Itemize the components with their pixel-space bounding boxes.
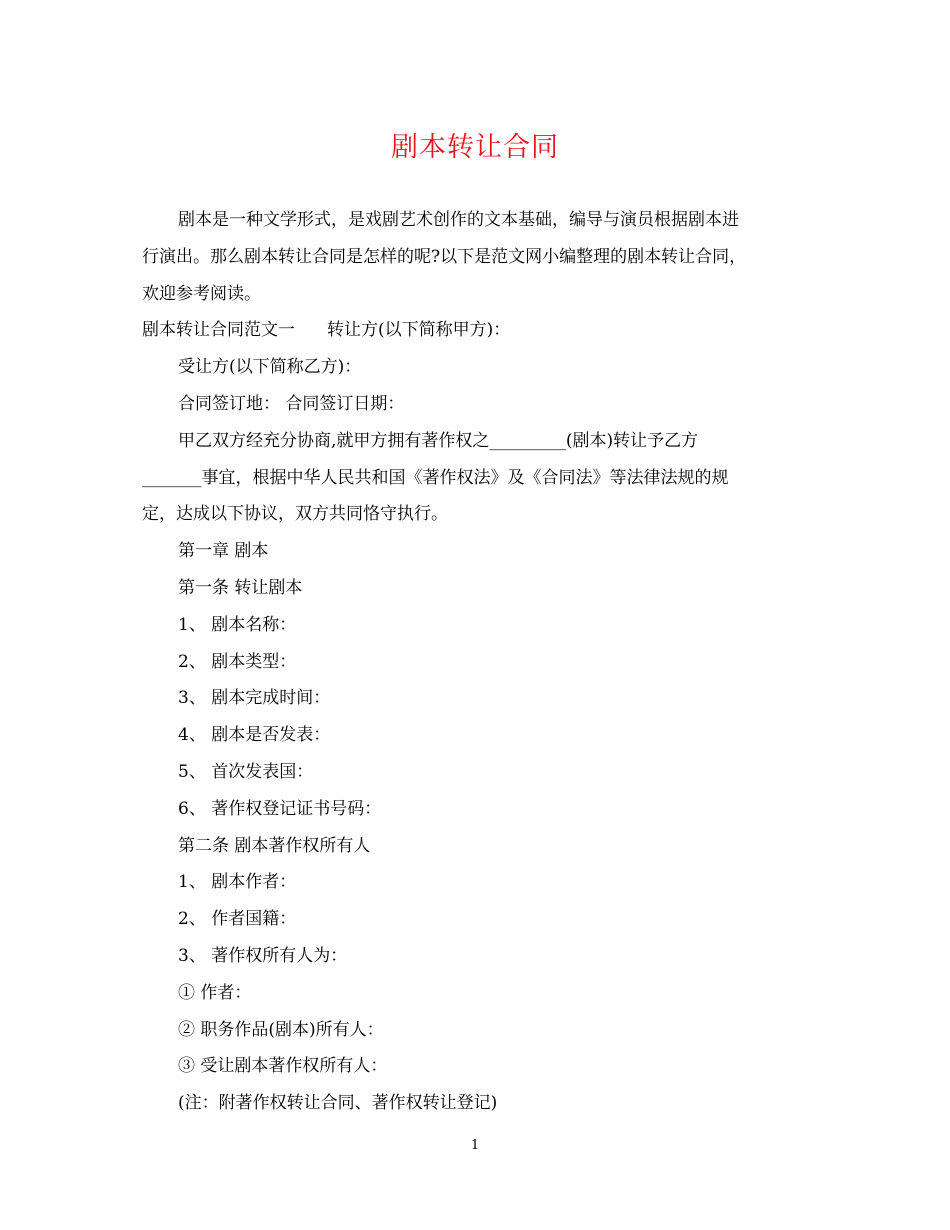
intro-line-1: 剧本是一种文学形式，是戏剧艺术创作的文本基础，编导与演员根据剧本进: [178, 210, 739, 230]
sign-date-label: 合同签订日期：: [285, 393, 405, 414]
document-body: [142, 202, 812, 1122]
article-1-item: 1、 剧本名称：: [178, 614, 297, 635]
sign-place-label: 合同签订地：: [178, 393, 280, 414]
intro-line-2: 行演出。那么剧本转让合同是怎样的呢?以下是范文网小编整理的剧本转让合同，: [142, 246, 747, 267]
transferee-label: 受让方(以下简称乙方)：: [178, 357, 362, 378]
article-2-sub-item: ③ 受让剧本著作权所有人：: [178, 1056, 388, 1077]
article-2-item: 2、 作者国籍：: [178, 909, 297, 930]
page-number: 1: [470, 1138, 480, 1153]
article-1-item: 5、 首次发表国：: [178, 761, 314, 782]
article-1-heading: 第一条 转让剧本: [178, 577, 303, 598]
article-1-item: 4、 剧本是否发表：: [178, 725, 331, 746]
sample-heading-line: [142, 312, 812, 349]
article-1-item: 3、 剧本完成时间：: [178, 688, 331, 709]
article-1-item: 2、 剧本类型：: [178, 651, 297, 672]
document-title: 剧本转让合同: [391, 132, 559, 163]
signing-line: [142, 386, 812, 423]
article-2-sub-item: ② 职务作品(剧本)所有人：: [178, 1019, 384, 1040]
article-1-item: 6、 著作权登记证书号码：: [178, 798, 382, 819]
article-2-sub-item: ① 作者：: [178, 982, 252, 1003]
agreement-line-2: _______事宜，根据中华人民共和国《著作权法》及《合同法》等法律法规的规: [142, 467, 729, 488]
chapter-1-heading: 第一章 剧本: [178, 541, 269, 562]
article-2-heading: 第二条 剧本著作权所有人: [178, 835, 371, 856]
transferor-label: 转让方(以下简称甲方)：: [327, 320, 511, 341]
agreement-line-1: 甲乙双方经充分协商,就甲方拥有著作权之_________(剧本)转让予乙方: [178, 430, 699, 451]
article-2-item: 1、 剧本作者：: [178, 872, 297, 893]
article-2-item: 3、 著作权所有人为：: [178, 945, 348, 966]
article-2-note: (注：附著作权转让合同、著作权转让登记): [178, 1093, 498, 1114]
agreement-line-3: 定，达成以下协议，双方共同恪守执行。: [142, 504, 448, 525]
sample-heading: 剧本转让合同范文一: [142, 320, 295, 341]
intro-line-3: 欢迎参考阅读。: [142, 283, 261, 304]
